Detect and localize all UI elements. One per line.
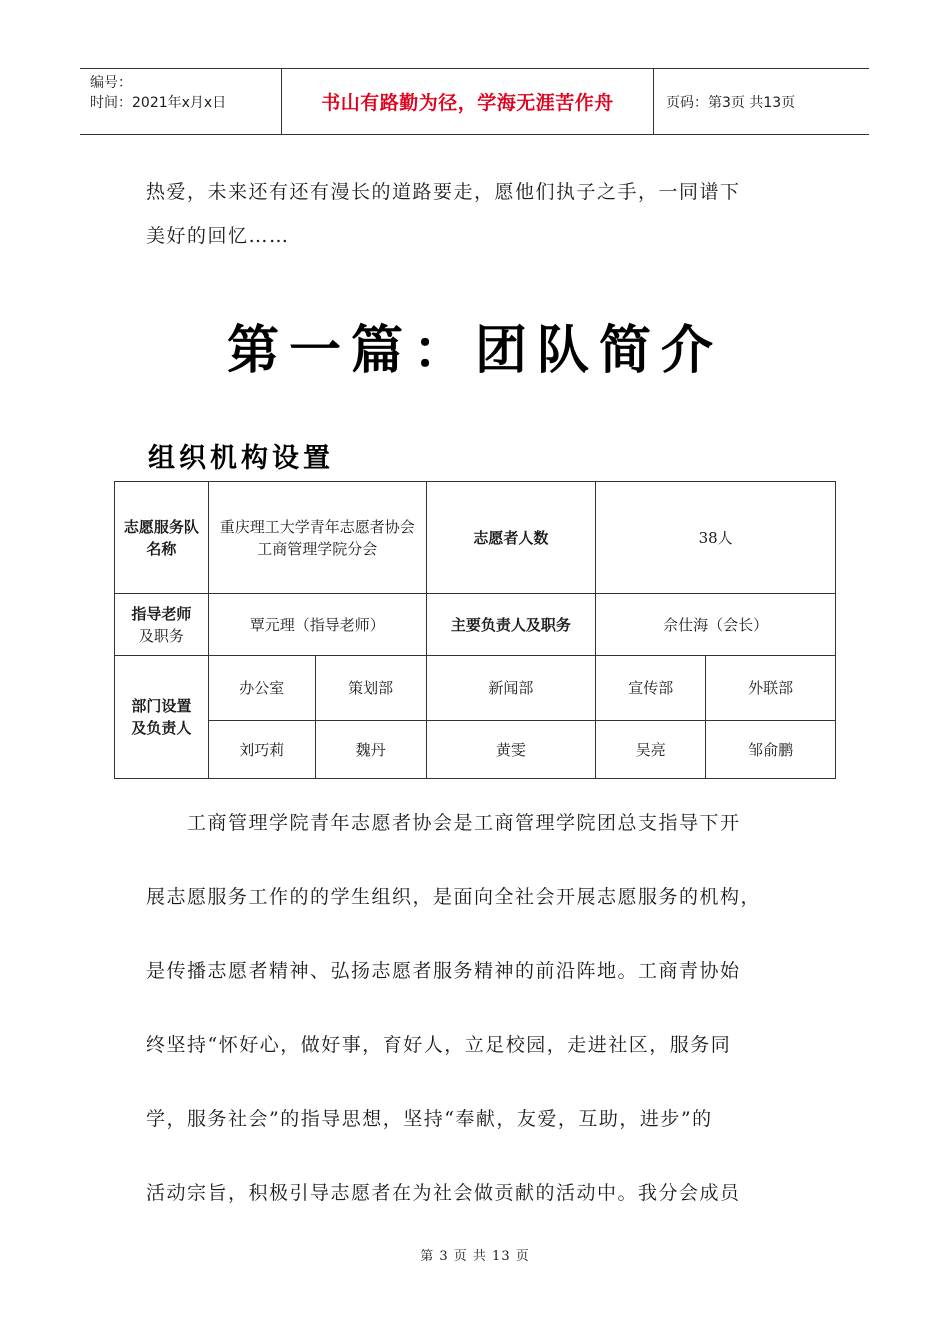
department-name: 宣传部 (596, 656, 706, 721)
table-row (115, 656, 836, 721)
chapter-title: 第一篇：团队简介 (226, 320, 723, 381)
volunteer-count-label: 志愿者人数 (426, 482, 596, 594)
header-motto: 书山有路勤为径，学海无涯苦作舟 (282, 69, 654, 134)
body-line: 是传播志愿者精神、弘扬志愿者服务精神的前沿阵地。工商青协始 (146, 960, 741, 982)
department-head: 黄雯 (426, 721, 596, 779)
department-name: 办公室 (208, 656, 315, 721)
body-line: 活动宗旨，积极引导志愿者在为社会做贡献的活动中。我分会成员 (146, 1182, 741, 1204)
team-name-label: 志愿服务队名称 (115, 482, 209, 594)
leader-label: 主要负责人及职务 (426, 594, 596, 656)
header-meta (80, 69, 282, 134)
intro-line: 美好的回忆…… (146, 225, 290, 247)
department-head: 吴亮 (596, 721, 706, 779)
body-line: 展志愿服务工作的的学生组织，是面向全社会开展志愿服务的机构， (146, 886, 762, 908)
advisor-label (115, 594, 209, 656)
organization-table (114, 481, 836, 779)
body-line: 工商管理学院青年志愿者协会是工商管理学院团总支指导下开 (146, 812, 741, 834)
department-name: 外联部 (706, 656, 836, 721)
department-name: 新闻部 (426, 656, 596, 721)
intro-line: 热爱，未来还有还有漫长的道路要走，愿他们执子之手，一同谱下 (146, 181, 741, 203)
intro-paragraph (146, 170, 816, 258)
table-row (115, 721, 836, 779)
table-row (115, 482, 836, 594)
department-name: 策划部 (315, 656, 426, 721)
page-header (80, 68, 869, 135)
document-number: 编号： (90, 75, 132, 91)
advisor-label-line1: 指导老师 (131, 604, 192, 623)
department-head: 邹俞鹏 (706, 721, 836, 779)
document-time: 时间：2021年x月x日 (90, 95, 227, 111)
header-page-info: 页码：第3页 共13页 (666, 94, 796, 111)
table-row (115, 594, 836, 656)
department-label-line2: 及负责人 (131, 719, 192, 737)
department-label (115, 656, 209, 779)
department-label-line1: 部门设置 (131, 697, 192, 715)
team-name-value: 重庆理工大学青年志愿者协会工商管理学院分会 (208, 482, 426, 594)
body-line: 学，服务社会”的指导思想，坚持“奉献，友爱，互助，进步”的 (146, 1108, 713, 1130)
section-title: 组织机构设置 (148, 443, 334, 474)
page-footer: 第 3 页 共 13 页 (420, 1249, 530, 1264)
body-paragraph (146, 786, 816, 1230)
leader-value: 佘仕海（会长） (596, 594, 836, 656)
advisor-value: 覃元理（指导老师） (208, 594, 426, 656)
advisor-label-line2: 及职务 (138, 626, 184, 645)
volunteer-count-value: 38人 (596, 482, 836, 594)
department-head: 刘巧莉 (208, 721, 315, 779)
department-head: 魏丹 (315, 721, 426, 779)
body-line: 终坚持“怀好心，做好事，育好人，立足校园，走进社区，服务同 (146, 1034, 732, 1056)
